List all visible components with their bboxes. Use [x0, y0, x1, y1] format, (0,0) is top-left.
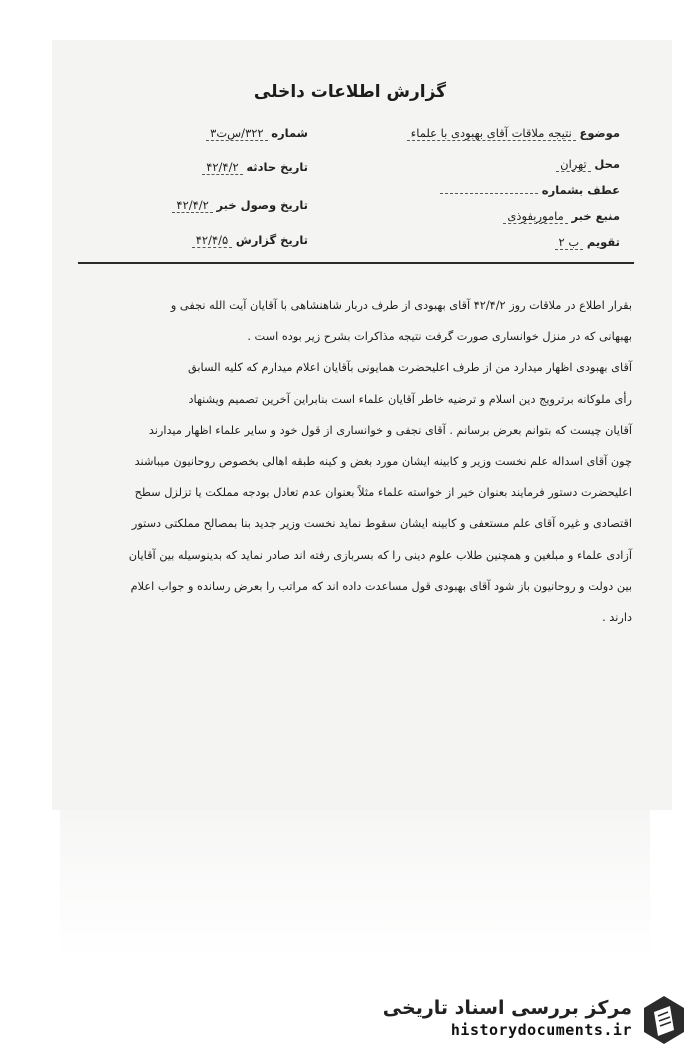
body-line: بین دولت و روحانیون باز شود آقای بهبودی قول مساعدت داده اند که مراتب را بعرض رسانده و جواب اعلام [130, 579, 632, 593]
place-label: محل [594, 157, 620, 171]
received-date-label: تاریخ وصول خبر [216, 198, 308, 212]
reference-field [440, 183, 620, 197]
number-value: ۳۲۲/س‌ت۳ [206, 126, 267, 141]
event-date-label: تاریخ حادثه [246, 160, 308, 174]
subject-label: موضوع [579, 126, 620, 140]
body-line: آقایان چیست که بتوانم بعرض برسانم . آقای نجفی و خوانساری از قول خود و سایر علماء اظهار میدارند [148, 423, 632, 437]
body-line: چون آقای اسداله علم نخست وزیر و کابینه ایشان مورد بغض و کینه طبقه اهالی بخصوص روحانیون میباشند [134, 455, 632, 469]
watermark-title: مرکز بررسی اسناد تاریخی [382, 997, 632, 1019]
place-field [556, 157, 620, 171]
reference-label: عطف بشماره [541, 183, 620, 197]
received-date-field [172, 198, 308, 212]
received-date-value: ۴۲/۴/۲ [172, 198, 212, 213]
number-label: شماره [271, 126, 308, 140]
subject-field [407, 126, 620, 140]
subject-value: نتیجه ملاقات آقای بهبودی با علماء [407, 126, 576, 141]
body-line: بقرار اطلاع در ملاقات روز ۴۲/۴/۲ آقای بهبودی از طرف دربار شاهنشاهی با آقایان آیت الله نجفی و [170, 299, 632, 312]
event-date-field [202, 160, 308, 174]
source-value: ماموربفوذی [503, 209, 567, 224]
evaluation-label: تقویم [586, 235, 620, 249]
document-title: گزارش اطلاعات داخلی [253, 82, 447, 102]
body-line: بهبهانی که در منزل خوانساری صورت گرفت نتیجه مذاکرات بشرح زیر بوده است . [247, 330, 632, 344]
header-divider [78, 262, 634, 264]
source-field [503, 209, 620, 223]
body-line: اقتصادی و غیره آقای علم مستعفی و کابینه ایشان سقوط نماید نخست وزیر جدید بنا بمصالح مملکتی دستور [131, 517, 632, 531]
body-line: دارند . [602, 611, 632, 625]
report-date-field [192, 233, 308, 247]
body-line: آزادی علماء و مبلغین و همچنین طلاب علوم دینی را که بسربازی رفته اند صادر نماید که بدینوسیله بین آقایان [128, 548, 632, 562]
report-date-value: ۴۲/۴/۵ [192, 233, 232, 248]
source-label: منبع خبر [571, 209, 620, 223]
evaluation-field [555, 235, 620, 249]
body-line: رأی ملوکانه برترویج دین اسلام و ترضیه خاطر آقایان علماء است بنابراین آخرین تصمیم ویشنهاد [188, 392, 632, 406]
archive-logo-icon [640, 994, 688, 1046]
body-line: اعلیحضرت دستور فرمایند بعنوان خیر از خواسته علماء مثلاً بعنوان عدم تعادل بودجه مملکت یا تزلزل سطح [134, 486, 632, 500]
scan-lower-area [60, 810, 650, 960]
watermark-url: historydocuments.ir [450, 1021, 632, 1039]
number-field [206, 126, 308, 140]
report-body [80, 290, 632, 633]
watermark [383, 996, 632, 1040]
reference-value [440, 193, 538, 194]
report-date-label: تاریخ گزارش [235, 233, 308, 247]
body-line: آقای بهبودی اظهار میدارد من از طرف اعلیحضرت همایونی بآقایان اعلام میدارم که کلیه السابق [187, 361, 632, 375]
place-value: تهران [556, 157, 591, 172]
event-date-value: ۴۲/۴/۲ [202, 160, 242, 175]
evaluation-value: ب ۲ [555, 235, 584, 250]
